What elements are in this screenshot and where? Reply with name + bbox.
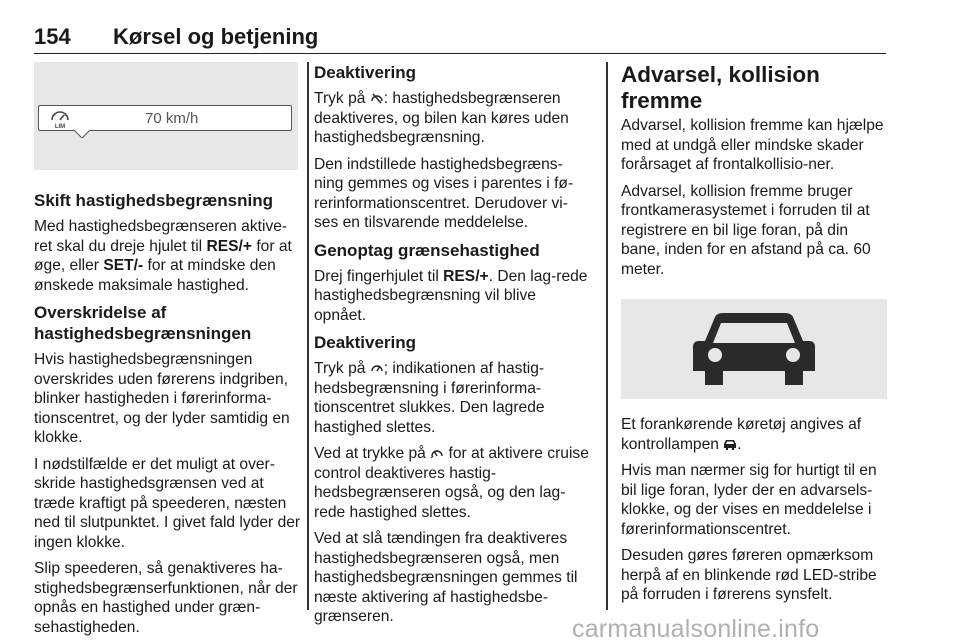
para-fcw-4: Hvis man nærmer sig for hurtigt til en bil lige foran, lyder der en advarsels-klokke, og der vises en meddelelse i førerinformationscentret.: [621, 462, 877, 538]
column-divider-1: [307, 62, 309, 610]
para-deactivation-4: Ved at trykke på for at aktivere cruise control deaktiveres hastig-hedsbegrænseren også, og den lag-rede hastighed slettes.: [314, 445, 589, 521]
para-change-limit: Med hastighedsbegrænseren aktive-ret skal du dreje hjulet til RES/+ for at øge, eller SET/- for at mindske den ønskede maksimale hastighed.: [34, 218, 292, 294]
watermark: carmanualsonline.info: [572, 615, 820, 642]
heading-forward-collision-alert: Advarsel, kollision fremme: [621, 62, 820, 113]
heading-deactivation-1: Deaktivering: [314, 63, 417, 82]
heading-deactivation-2: Deaktivering: [314, 333, 417, 352]
para-fcw-5: Desuden gøres føreren opmærksom herpå af en blinkende rød LED-stribe på forruden i førerens synsfelt.: [621, 547, 877, 603]
section-title: Kørsel og betjening: [113, 24, 319, 49]
heading-resume: Genoptag grænsehastighed: [314, 240, 540, 260]
limiter-off-icon: [370, 92, 384, 104]
page-header: [34, 22, 886, 54]
column-3: [621, 62, 887, 612]
para-exceed-3: Slip speederen, så genaktiveres ha-stighedsbegrænserfunktionen, når der opnås en hastighed under græn-sehastigheden.: [34, 560, 298, 636]
para-fcw-3: Et forankørende køretøj angives af kontrollampen .: [621, 416, 862, 453]
column-1: [34, 62, 304, 642]
para-fcw-1: Advarsel, kollision fremme kan hjælpe med at undgå eller mindske skader forårsaget af frontalkollisio-ner.: [621, 117, 884, 173]
column-2: [314, 62, 592, 634]
speed-display-box: [38, 105, 292, 131]
speed-limiter-icon: [49, 109, 71, 129]
speed-limiter-figure: [34, 62, 298, 170]
vehicle-ahead-figure: [621, 299, 887, 399]
cruise-control-icon: [430, 447, 444, 459]
para-resume: Drej fingerhjulet til RES/+. Den lag-rede hastighedsbegrænsning vil blive opnået.: [314, 267, 588, 324]
display-pointer: [74, 130, 90, 138]
speed-display-value: 70 km/h: [145, 110, 199, 127]
para-deactivation-2: Den indstillede hastighedsbegræns-ning gemmes og vises i parentes i fø-rerinformationscentret. Derudover vi-ses en tilsvarende meddelelse.: [314, 155, 574, 231]
para-fcw-2: Advarsel, kollision fremme bruger frontkamerasystemet i forruden til at registrere en bil lige foran, på din bane, inden for en afstand på ca. 60 meter.: [621, 182, 871, 278]
heading-exceed-limit: Overskridelse af hastighedsbegrænsningen: [34, 303, 252, 343]
vehicle-ahead-icon: [685, 309, 823, 389]
para-exceed-1: Hvis hastighedsbegrænsningen overskrides uden førerens indgriben, blinker hastigheden i førerinforma-tionscentret, og der lyder samtidig en klokke.: [34, 351, 290, 446]
para-deactivation-3: Tryk på ; indikationen af hastig-hedsbegrænsning i førerinforma-tionscentret slukkes. Den lagrede hastighed slettes.: [314, 360, 545, 436]
para-exceed-2: I nødstilfælde er det muligt at over-skride hastighedsgrænsen ved at træde kraftigt på speederen, næsten ned til slutpunktet. I givet fald lyder der ingen klokke.: [34, 455, 301, 551]
column-divider-2: [606, 62, 608, 610]
heading-change-limit: Skift hastighedsbegrænsning: [34, 191, 273, 210]
speed-limiter-icon-label: LIM: [54, 124, 66, 129]
para-deactivation-5: Ved at slå tændingen fra deaktiveres hastighedsbegrænseren også, men hastighedsbegrænsningen gemmes til næste aktivering af hastighedsbe-grænseren.: [314, 530, 578, 625]
limiter-icon: [370, 362, 384, 374]
page-number: 154: [34, 24, 71, 49]
para-deactivation-1: Tryk på : hastighedsbegrænseren deaktiveres, og bilen kan køres uden hastighedsbegrænsning.: [314, 90, 569, 146]
vehicle-ahead-lamp-icon: [723, 438, 737, 450]
